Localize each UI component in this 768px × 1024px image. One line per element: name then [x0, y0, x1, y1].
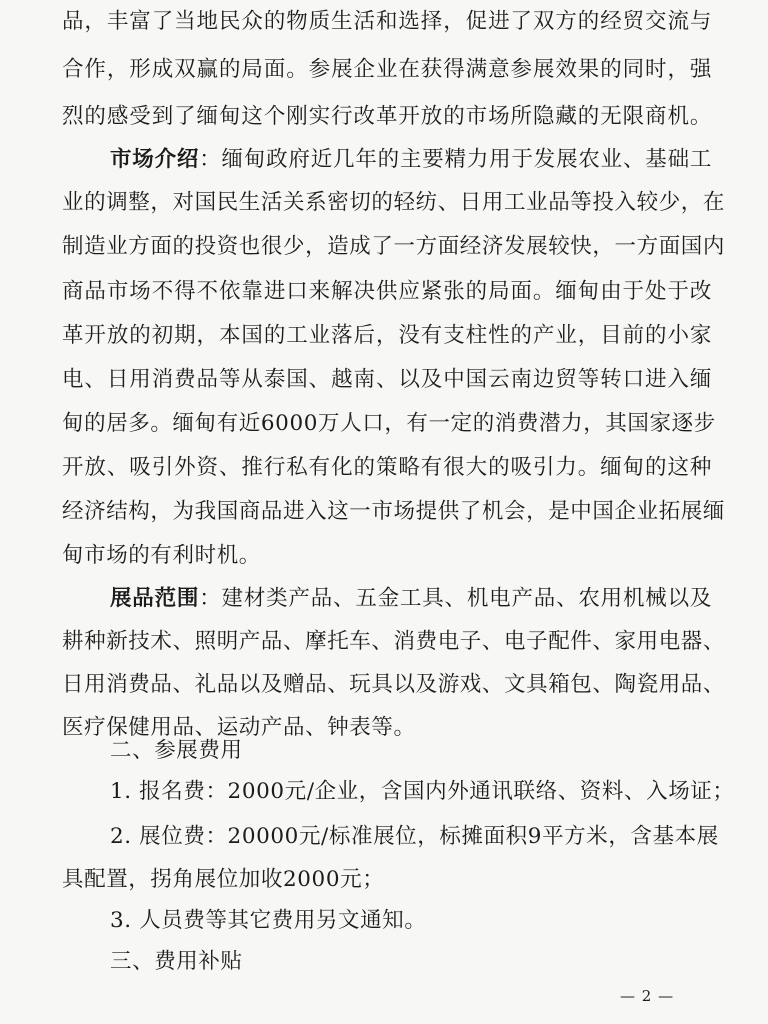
exhibit-scope-first-line: ：建材类产品、五金工具、机电产品、农用机械以及 [199, 586, 712, 611]
market-intro-first-line: ：缅甸政府近几年的主要精力用于发展农业、基础工 [199, 147, 712, 172]
market-intro-line-6: 电、日用消费品等从泰国、越南、以及中国云南边贸等转口进入缅 [62, 367, 712, 392]
market-intro-line-4: 商品市场不得不依靠进口来解决供应紧张的局面。缅甸由于处于改 [62, 279, 712, 304]
exhibit-scope-line-2: 耕种新技术、照明产品、摩托车、消费电子、电子配件、家用电器、 [62, 629, 726, 654]
market-intro-line-5: 革开放的初期，本国的工业落后，没有支柱性的产业，目前的小家 [62, 323, 712, 348]
market-intro-line-7: 甸的居多。缅甸有近6000万人口，有一定的消费潜力，其国家逐步 [62, 411, 716, 436]
market-intro-line-2: 业的调整，对国民生活关系密切的轻纺、日用工业品等投入较少，在 [62, 190, 726, 215]
market-intro-line-1 [110, 146, 712, 174]
intro-line-1: 品，丰富了当地民众的物质生活和选择，促进了双方的经贸交流与 [62, 9, 712, 34]
market-intro-line-3: 制造业方面的投资也很少，造成了一方面经济发展较快，一方面国内 [62, 234, 726, 259]
market-intro-line-10: 甸市场的有利时机。 [62, 543, 261, 568]
intro-line-2: 合作，形成双赢的局面。参展企业在获得满意参展效果的同时，强 [62, 57, 712, 82]
fee-item-1: 1. 报名费：2000元/企业，含国内外通讯联络、资料、入场证； [110, 779, 735, 804]
subsidy-heading: 三、费用补贴 [110, 949, 243, 974]
exhibit-scope-label: 展品范围 [110, 586, 200, 611]
exhibit-scope-line-4: 医疗保健用品、运动产品、钟表等。 [62, 715, 416, 740]
market-intro-line-8: 开放、吸引外资、推行私有化的策略有很大的吸引力。缅甸的这种 [62, 455, 712, 480]
market-intro-line-9: 经济结构，为我国商品进入这一市场提供了机会，是中国企业拓展缅 [62, 499, 726, 524]
intro-line-3: 烈的感受到了缅甸这个刚实行改革开放的市场所隐藏的无限商机。 [62, 104, 712, 129]
fee-item-3: 3. 人员费等其它费用另文通知。 [110, 908, 427, 933]
exhibit-scope-line-3: 日用消费品、礼品以及赠品、玩具以及游戏、文具箱包、陶瓷用品、 [62, 672, 726, 697]
fees-heading: 二、参展费用 [110, 738, 243, 763]
fee-item-2-line-1: 2. 展位费：20000元/标准展位，标摊面积9平方米，含基本展 [110, 824, 719, 849]
exhibit-scope-line-1 [110, 585, 712, 613]
fee-item-2-line-2: 具配置，拐角展位加收2000元； [62, 867, 385, 892]
page-number: — 2 — [620, 987, 675, 1005]
market-intro-label: 市场介绍 [110, 147, 200, 172]
